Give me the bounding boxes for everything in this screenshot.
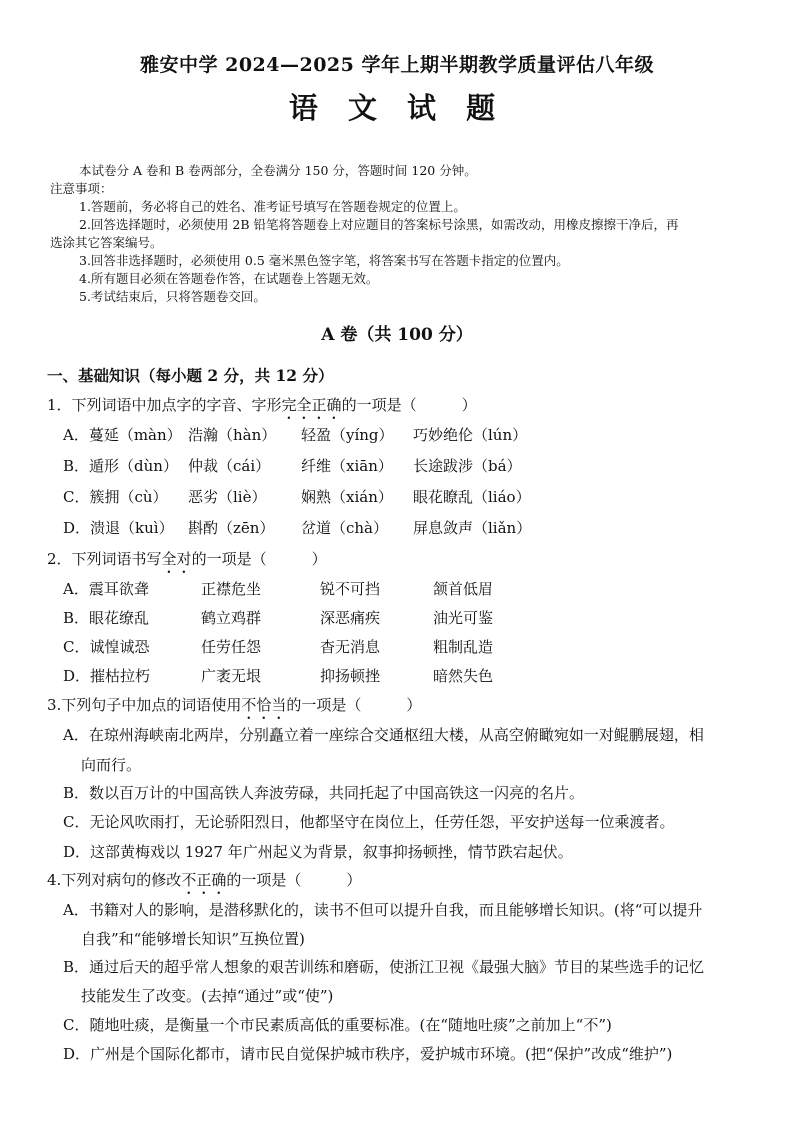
- option-cell: 巧妙绝伦（lún）: [413, 426, 528, 444]
- option-cell: 任劳任怨: [201, 638, 262, 656]
- question-4-option-d: D．广州是个国际化都市，请市民自觉保护城市秩序，爱护城市环境。(把“保护”改成“维护”): [63, 1045, 673, 1063]
- exam-intro: 本试卷分 A 卷和 B 卷两部分，全卷满分 150 分，答题时间 120 分钟。: [79, 163, 477, 178]
- option-cell: 浩瀚（hàn）: [188, 426, 277, 444]
- question-1-stem: 1．下列词语中加点字的字音、字形完全正确的一项是（ ）: [47, 396, 477, 414]
- emphasis-text: 完全正确: [281, 396, 342, 414]
- option-cell: 仲裁（cái）: [188, 457, 271, 475]
- option-cell: 轻盈（yíng）: [301, 426, 394, 444]
- notice-item: 3.回答非选择题时，必须使用 0.5 毫米黑色签字笔，将答案书写在答题卡指定的位置内。: [79, 253, 569, 268]
- option-cell: 纤维（xiān）: [301, 457, 393, 475]
- question-3-option-c: C．无论风吹雨打，无论骄阳烈日，他都坚守在岗位上，任劳任怨，平安护送每一位乘渡者。: [63, 813, 675, 831]
- option-cell: D．摧枯拉朽: [63, 667, 151, 685]
- question-3-option-a: A．在琼州海峡南北两岸，分别矗立着一座综合交通枢纽大楼，从高空俯瞰宛如一对鲲鹏展翅，相: [63, 726, 704, 744]
- question-3-option-b: B．数以百万计的中国高铁人奔波劳碌，共同托起了中国高铁这一闪亮的名片。: [63, 784, 585, 802]
- question-4-stem: 4.下列对病句的修改不正确的一项是（ ）: [47, 871, 362, 889]
- option-cell: D．溃退（kuì）: [63, 519, 174, 537]
- option-cell: 广袤无垠: [201, 667, 262, 685]
- exam-subject-title: 语 文 试 题: [288, 91, 506, 125]
- exam-title: 雅安中学 2024—2025 学年上期半期教学质量评估八年级: [140, 54, 654, 76]
- notice-item: 2.回答选择题时，必须使用 2B 铅笔将答题卷上对应题目的答案标号涂黑，如需改动，用橡皮擦擦干净后，再: [79, 217, 679, 232]
- option-cell: 杳无消息: [320, 638, 381, 656]
- option-cell: 锐不可挡: [320, 580, 381, 598]
- option-cell: 岔道（chà）: [301, 519, 389, 537]
- notice-item: 1.答题前，务必将自己的姓名、准考证号填写在答题卷规定的位置上。: [79, 199, 466, 214]
- option-cell: A．震耳欲聋: [63, 580, 149, 598]
- emphasis-text: 不恰当: [241, 696, 287, 714]
- option-cell: 正襟危坐: [201, 580, 262, 598]
- option-cell: 恶劣（liè）: [188, 488, 267, 506]
- option-cell: 娴熟（xián）: [301, 488, 393, 506]
- question-2-stem: 2．下列词语书写全对的一项是（ ）: [47, 550, 327, 568]
- option-cell: A．蔓延（màn）: [63, 426, 182, 444]
- option-cell: 深恶痛疾: [320, 609, 381, 627]
- option-cell: 油光可鉴: [433, 609, 494, 627]
- option-cell: 长途跋涉（bá）: [413, 457, 522, 475]
- option-cell: 眼花瞭乱（liáo）: [413, 488, 531, 506]
- option-cell: C．簇拥（cù）: [63, 488, 168, 506]
- question-4-option-a: A．书籍对人的影响，是潜移默化的，读书不但可以提升自我，而且能够增长知识。(将“可以提升: [63, 901, 703, 919]
- option-cell: 鹤立鸡群: [201, 609, 262, 627]
- option-cell: 粗制乱造: [433, 638, 494, 656]
- question-4-option-b-cont: 技能发生了改变。(去掉“通过”或“使”): [81, 987, 334, 1005]
- notice-item: 4.所有题目必须在答题卷作答，在试题卷上答题无效。: [79, 271, 379, 286]
- question-3-option-d: D．这部黄梅戏以 1927 年广州起义为背景，叙事抑扬顿挫，情节跌宕起伏。: [63, 843, 573, 861]
- option-cell: 颔首低眉: [433, 580, 494, 598]
- notice-item: 5.考试结束后，只将答题卷交回。: [79, 289, 266, 304]
- option-cell: C．诚惶诚恐: [63, 638, 150, 656]
- section-a-heading: A 卷（共 100 分）: [321, 325, 473, 345]
- question-4-option-b: B．通过后天的超乎常人想象的艰苦训练和磨砺，使浙江卫视《最强大脑》节目的某些选手的记忆: [63, 958, 705, 976]
- question-4-option-c: C．随地吐痰，是衡量一个市民素质高低的重要标准。(在“随地吐痰”之前加上“不”): [63, 1016, 612, 1034]
- option-cell: 暗然失色: [433, 667, 494, 685]
- question-4-option-a-cont: 自我”和“能够增长知识”互换位置): [81, 930, 305, 948]
- question-3-stem: 3.下列句子中加点的词语使用不恰当的一项是（ ）: [47, 696, 422, 714]
- option-cell: 斟酌（zēn）: [188, 519, 275, 537]
- emphasis-text: 不正确: [181, 871, 227, 889]
- notice-label: 注意事项：: [50, 181, 113, 196]
- option-cell: B．遁形（dùn）: [63, 457, 178, 475]
- part1-heading: 一、基础知识（每小题 2 分，共 12 分）: [47, 366, 334, 385]
- option-cell: 抑扬顿挫: [320, 667, 381, 685]
- option-cell: 屏息敛声（liǎn）: [413, 519, 532, 537]
- emphasis-text: 全对: [161, 550, 192, 568]
- question-3-option-a-cont: 向而行。: [81, 756, 142, 774]
- notice-item: 选涂其它答案编号。: [50, 235, 163, 250]
- option-cell: B．眼花缭乱: [63, 609, 150, 627]
